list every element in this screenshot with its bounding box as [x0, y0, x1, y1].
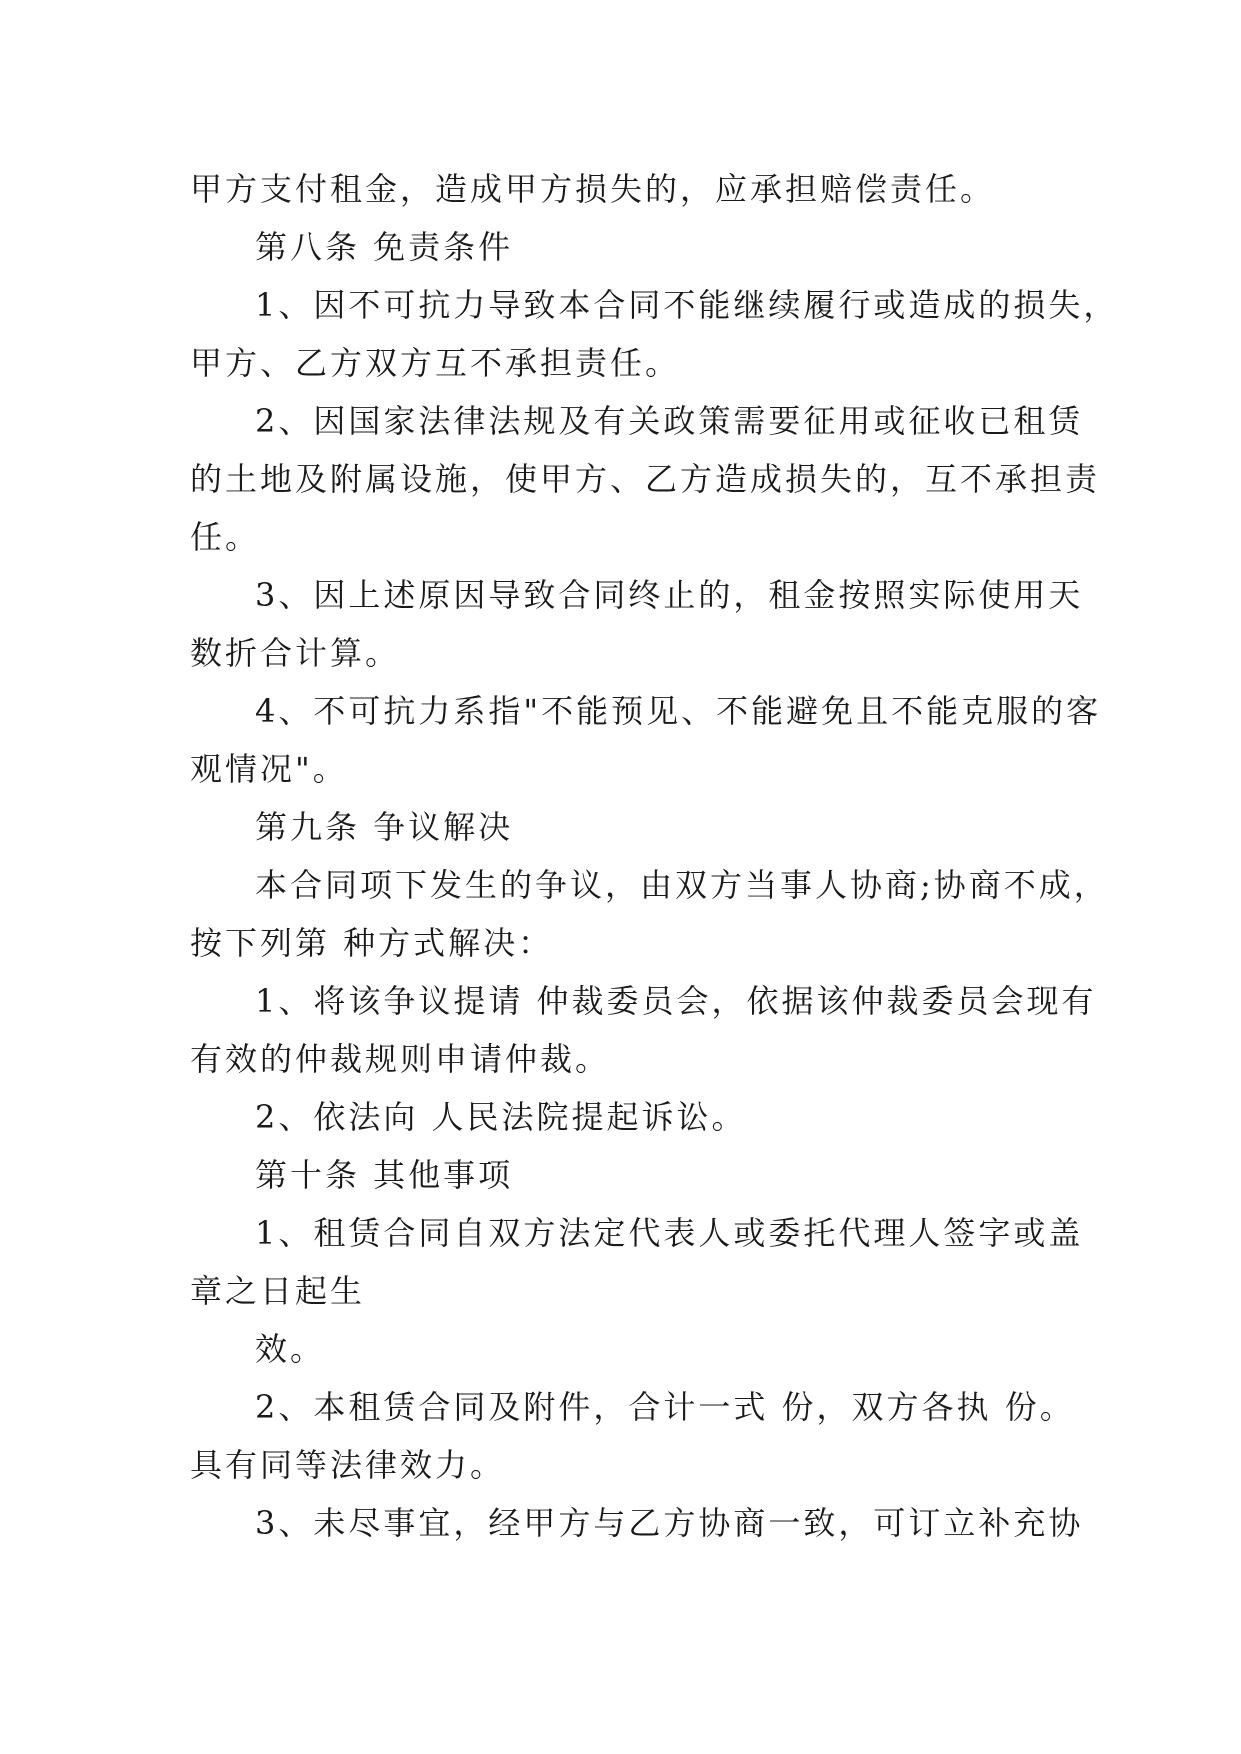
- text-line: 2、依法向 人民法院提起诉讼。: [255, 1098, 747, 1136]
- text-line: 3、因上述原因导致合同终止的，租金按照实际使用天: [255, 576, 1084, 614]
- text-line: 的土地及附属设施，使甲方、乙方造成损失的，互不承担责: [190, 460, 1101, 498]
- text-line: 4、不可抗力系指"不能预见、不能避免且不能克服的客: [255, 692, 1102, 730]
- text-line: 甲方支付租金，造成甲方损失的，应承担赔偿责任。: [190, 170, 996, 208]
- text-line: 本合同项下发生的争议，由双方当事人协商;协商不成，: [255, 866, 1109, 904]
- text-line: 2、因国家法律法规及有关政策需要征用或征收已租赁: [255, 402, 1084, 440]
- text-line: 3、未尽事宜，经甲方与乙方协商一致，可订立补充协: [255, 1504, 1084, 1542]
- text-line: 任。: [190, 518, 261, 556]
- text-line: 观情况"。: [190, 750, 348, 788]
- text-line: 效。: [255, 1330, 326, 1368]
- text-line: 1、因不可抗力导致本合同不能继续履行或造成的损失，: [255, 286, 1119, 324]
- section-heading: 第十条 其他事项: [255, 1156, 514, 1194]
- text-line: 章之日起生: [190, 1272, 366, 1310]
- text-line: 2、本租赁合同及附件，合计一式 份，双方各执 份。: [255, 1388, 1075, 1426]
- text-line: 数折合计算。: [190, 634, 401, 672]
- section-heading: 第九条 争议解决: [255, 808, 514, 846]
- text-line: 甲方、乙方双方互不承担责任。: [190, 344, 681, 382]
- text-line: 有效的仲裁规则申请仲裁。: [190, 1040, 611, 1078]
- text-line: 具有同等法律效力。: [190, 1446, 506, 1484]
- document-body: [190, 160, 1119, 1552]
- text-line: 1、租赁合同自双方法定代表人或委托代理人签字或盖: [255, 1214, 1084, 1252]
- text-line: 1、将该争议提请 仲裁委员会，依据该仲裁委员会现有: [255, 982, 1097, 1020]
- text-line: 按下列第 种方式解决：: [190, 924, 554, 962]
- section-heading: 第八条 免责条件: [255, 228, 514, 266]
